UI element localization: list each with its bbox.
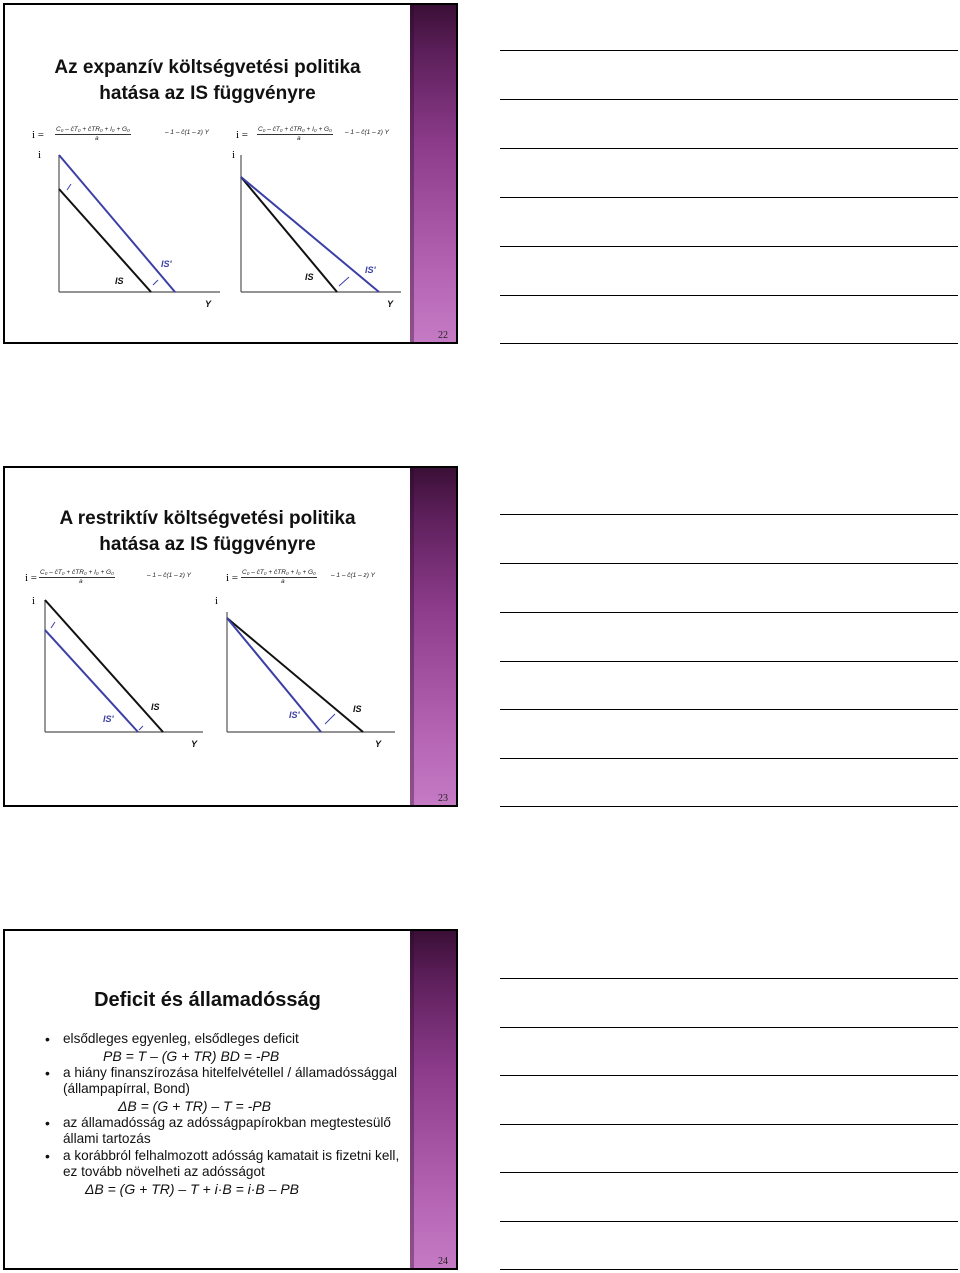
is-equation: [257, 126, 333, 142]
bullet-text: • a korábbról felhalmozott adósság kamatait is fizetni kell, ez tovább növelheti az adósságot: [63, 1147, 400, 1179]
equation-denominator: a: [281, 578, 285, 585]
shift-arrow: [51, 622, 55, 628]
note-line: [500, 709, 958, 710]
title-line-1: A restriktív költségvetési politika: [59, 508, 356, 529]
note-line: [500, 563, 958, 564]
note-line: [500, 1027, 958, 1028]
is-equation: [55, 126, 131, 142]
equation-prefix: i =: [226, 572, 239, 584]
note-line: [500, 612, 958, 613]
note-line: [500, 50, 958, 51]
is-prime-curve: [59, 155, 175, 292]
bullet-item: [45, 1115, 405, 1148]
bullet-item: [45, 1065, 405, 1115]
equation-numerator: C₀ – ĉT₀ + ĉTR₀ + I₀ + G₀: [40, 569, 114, 576]
bullet-text: • a hiány finanszírozása hitelfelvétellel / államadóssággal (állampapírral, Bond): [63, 1064, 397, 1096]
note-line: [500, 1221, 958, 1222]
axis-label-y: Y: [387, 299, 394, 309]
axis-label-i: i: [32, 595, 36, 607]
axis-label-y: Y: [205, 299, 212, 309]
is-graph-restrictive-z: [215, 600, 405, 755]
shift-arrow: [139, 726, 143, 730]
note-line: [500, 295, 958, 296]
slide-accent-stripe: [408, 931, 456, 1268]
slide-content: [5, 468, 410, 805]
note-line: [500, 758, 958, 759]
equation-prefix: i =: [25, 572, 38, 584]
is-prime-curve: [227, 618, 321, 732]
is-label: IS: [151, 702, 160, 712]
note-line: [500, 978, 958, 979]
note-line: [500, 1124, 958, 1125]
equation-numerator: C₀ – ĉT₀ + ĉTR₀ + I₀ + G₀: [56, 126, 130, 133]
note-line: [500, 1269, 958, 1270]
bullet-formula: ΔB = (G + TR) – T + i·B = i·B – PB: [85, 1180, 300, 1197]
note-line: [500, 246, 958, 247]
equation-tail: – 1 – ĉ(1 – z) Y: [331, 572, 375, 579]
shift-arrow: [325, 714, 335, 724]
note-line: [500, 197, 958, 198]
note-line: [500, 806, 958, 807]
title-line-2: hatása az IS függvényre: [99, 83, 316, 104]
is-equation: [241, 569, 317, 585]
is-equation: [39, 569, 115, 585]
equation-tail: – 1 – ĉ(1 – z) Y: [147, 572, 191, 579]
equation-prefix: i =: [32, 129, 45, 141]
shift-arrow: [339, 277, 349, 286]
note-line: [500, 1075, 958, 1076]
slide-23: [3, 466, 458, 807]
axis-label-i: i: [215, 595, 219, 607]
is-curve: [59, 189, 151, 292]
bullet-text: • az államadósság az adósságpapírokban megtestesülő állami tartozás: [63, 1114, 391, 1146]
bullet-formula: ΔB = (G + TR) – T = -PB: [118, 1097, 271, 1114]
is-prime-label: IS': [103, 714, 114, 724]
is-curve: [45, 600, 163, 732]
slide-title: [5, 506, 410, 558]
is-curve: [241, 177, 337, 292]
page-number: 24: [438, 1256, 448, 1267]
shift-arrow: [67, 184, 71, 190]
equation-numerator: C₀ – ĉT₀ + ĉTR₀ + I₀ + G₀: [258, 126, 332, 133]
shift-arrow: [153, 280, 158, 285]
slide-content: [5, 931, 410, 1268]
bullet-formula: PB = T – (G + TR) BD = -PB: [103, 1047, 280, 1064]
slide-title: Deficit és államadósság: [94, 989, 321, 1011]
equation-denominator: a: [79, 578, 83, 585]
note-line: [500, 343, 958, 344]
axis-label-y: Y: [375, 739, 382, 749]
equation-tail: – 1 – ĉ(1 – z) Y: [165, 129, 209, 136]
note-line: [500, 661, 958, 662]
is-prime-label: IS': [365, 265, 376, 275]
bullet-text: • elsődleges egyenleg, elsődleges deficit: [63, 1031, 299, 1046]
slide-24: [3, 929, 458, 1270]
slide-content: [5, 5, 410, 342]
is-label: IS: [115, 276, 124, 286]
bullet-list: [45, 1031, 405, 1198]
equation-tail: – 1 – ĉ(1 – z) Y: [345, 129, 389, 136]
page-number: 22: [438, 330, 448, 341]
axis-label-i: i: [232, 149, 236, 161]
is-prime-label: IS': [289, 710, 300, 720]
is-prime-curve: [45, 630, 138, 732]
equation-denominator: a: [297, 135, 301, 142]
title-line-1: Az expanzív költségvetési politika: [54, 57, 361, 78]
is-graph-expansive-g: [45, 155, 225, 310]
bullet-item: [45, 1148, 405, 1198]
axis-label-y: Y: [191, 739, 198, 749]
equation-numerator: C₀ – ĉT₀ + ĉTR₀ + I₀ + G₀: [242, 569, 316, 576]
page-number: 23: [438, 793, 448, 804]
slide-22: [3, 3, 458, 344]
note-line: [500, 148, 958, 149]
slide-accent-stripe: [408, 5, 456, 342]
note-line: [500, 514, 958, 515]
is-label: IS: [353, 704, 362, 714]
is-prime-label: IS': [161, 259, 172, 269]
title-line-2: hatása az IS függvényre: [99, 534, 316, 555]
equation-denominator: a: [95, 135, 99, 142]
bullet-item: [45, 1031, 405, 1065]
note-line: [500, 99, 958, 100]
slide-title: [5, 55, 410, 107]
note-line: [500, 1172, 958, 1173]
is-graph-restrictive-g: [33, 600, 213, 755]
equation-prefix: i =: [236, 129, 249, 141]
slide-accent-stripe: [408, 468, 456, 805]
axis-label-i: i: [38, 149, 42, 161]
is-label: IS: [305, 272, 314, 282]
is-graph-expansive-z: [229, 155, 409, 310]
